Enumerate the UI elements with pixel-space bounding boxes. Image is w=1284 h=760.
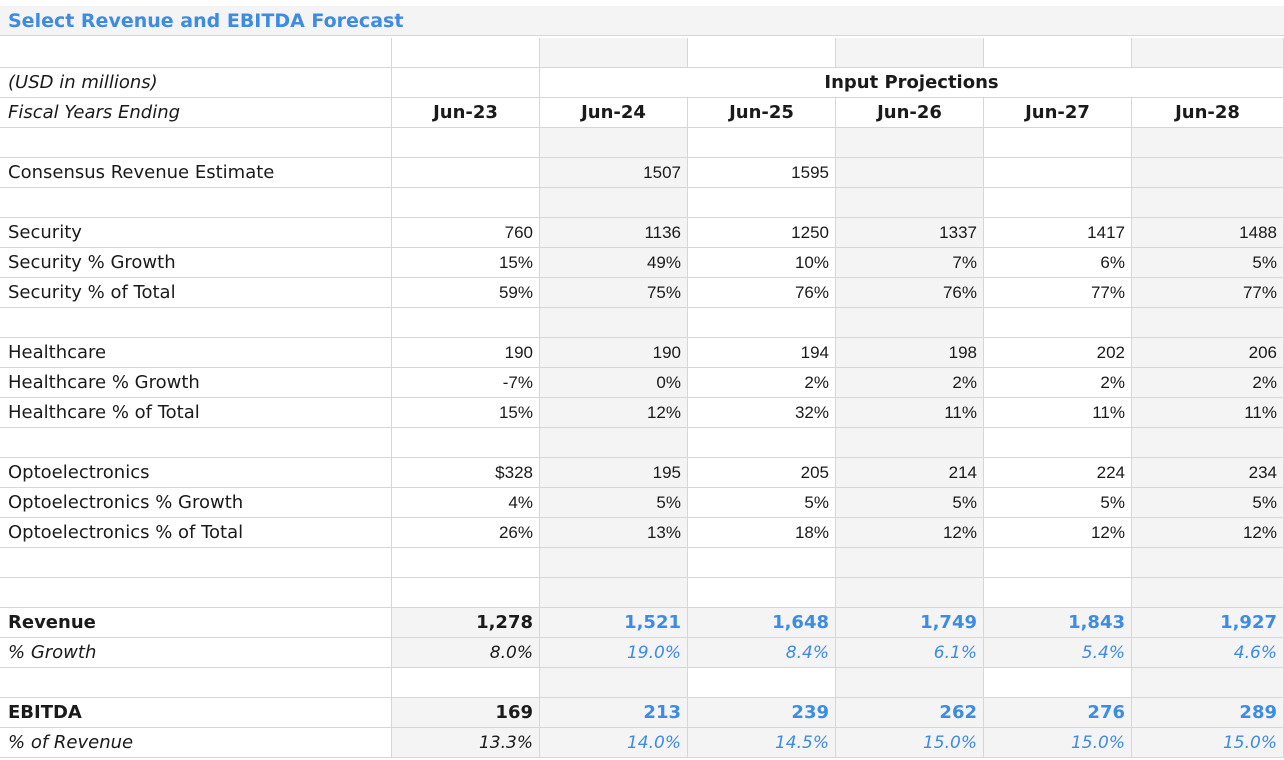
blank-cell[interactable] <box>392 668 540 698</box>
segment-row <box>0 338 1284 368</box>
data-cell[interactable]: 202 <box>984 338 1132 368</box>
blank-cell[interactable] <box>836 668 984 698</box>
blank-cell[interactable] <box>984 548 1132 578</box>
data-cell[interactable]: 1417 <box>984 218 1132 248</box>
blank-cell[interactable] <box>984 188 1132 218</box>
segment-row <box>0 458 1284 488</box>
year-header[interactable]: Jun-23 <box>392 98 540 128</box>
spacer-row <box>0 38 1284 68</box>
total-cell[interactable]: 262 <box>836 698 984 728</box>
row-label[interactable]: EBITDA <box>0 698 392 728</box>
consensus-value[interactable] <box>392 158 540 188</box>
blank-cell[interactable] <box>392 308 540 338</box>
data-cell[interactable]: 224 <box>984 458 1132 488</box>
row-label[interactable]: Security % Growth <box>0 248 392 278</box>
total-cell[interactable]: 1,843 <box>984 608 1132 638</box>
data-cell[interactable]: 1136 <box>540 218 688 248</box>
row-label[interactable]: % of Revenue <box>0 728 392 758</box>
blank-cell[interactable] <box>688 578 836 608</box>
total-cell[interactable]: 239 <box>688 698 836 728</box>
row-label[interactable]: Healthcare % Growth <box>0 368 392 398</box>
blank-cell[interactable] <box>1132 578 1284 608</box>
blank-cell[interactable] <box>392 428 540 458</box>
row-label[interactable]: Optoelectronics % of Total <box>0 518 392 548</box>
blank-cell[interactable] <box>836 38 984 68</box>
consensus-value[interactable] <box>1132 158 1284 188</box>
total-cell[interactable]: 15.0% <box>1132 728 1284 758</box>
total-cell[interactable]: 1,648 <box>688 608 836 638</box>
ebitda-margin-row <box>0 728 1284 758</box>
data-cell[interactable]: 12% <box>540 398 688 428</box>
blank-cell[interactable] <box>392 68 540 98</box>
blank-cell[interactable] <box>0 188 392 218</box>
total-cell[interactable]: 15.0% <box>984 728 1132 758</box>
projections-header[interactable]: Input Projections <box>540 68 1284 98</box>
total-cell[interactable]: 169 <box>392 698 540 728</box>
data-cell[interactable]: 26% <box>392 518 540 548</box>
row-label[interactable]: Security <box>0 218 392 248</box>
data-cell[interactable]: 6% <box>984 248 1132 278</box>
blank-cell[interactable] <box>540 128 688 158</box>
row-label[interactable]: Optoelectronics % Growth <box>0 488 392 518</box>
consensus-value[interactable]: 1595 <box>688 158 836 188</box>
blank-cell[interactable] <box>540 308 688 338</box>
row-label[interactable]: Optoelectronics <box>0 458 392 488</box>
data-cell[interactable]: 12% <box>1132 518 1284 548</box>
blank-cell[interactable] <box>836 188 984 218</box>
data-cell[interactable]: 59% <box>392 278 540 308</box>
units-row <box>0 68 1284 98</box>
row-label[interactable]: Revenue <box>0 608 392 638</box>
page-title: Select Revenue and EBITDA Forecast <box>0 6 1284 36</box>
year-header[interactable]: Jun-27 <box>984 98 1132 128</box>
total-cell[interactable]: 8.0% <box>392 638 540 668</box>
spacer-row <box>0 308 1284 338</box>
blank-cell[interactable] <box>688 188 836 218</box>
blank-cell[interactable] <box>836 128 984 158</box>
spacer-row <box>0 128 1284 158</box>
data-cell[interactable]: 15% <box>392 248 540 278</box>
row-label[interactable]: Healthcare <box>0 338 392 368</box>
blank-cell[interactable] <box>1132 308 1284 338</box>
blank-cell[interactable] <box>0 128 392 158</box>
consensus-value[interactable] <box>984 158 1132 188</box>
blank-cell[interactable] <box>540 578 688 608</box>
data-cell[interactable]: 32% <box>688 398 836 428</box>
blank-cell[interactable] <box>688 548 836 578</box>
blank-cell[interactable] <box>984 38 1132 68</box>
blank-cell[interactable] <box>1132 548 1284 578</box>
blank-cell[interactable] <box>688 128 836 158</box>
blank-cell[interactable] <box>392 578 540 608</box>
data-cell[interactable]: 76% <box>688 278 836 308</box>
data-cell[interactable]: 2% <box>984 368 1132 398</box>
total-cell[interactable]: 8.4% <box>688 638 836 668</box>
total-cell[interactable]: 19.0% <box>540 638 688 668</box>
total-cell[interactable]: 6.1% <box>836 638 984 668</box>
total-cell[interactable]: 276 <box>984 698 1132 728</box>
total-cell[interactable]: 1,278 <box>392 608 540 638</box>
blank-cell[interactable] <box>540 548 688 578</box>
year-header[interactable]: Jun-24 <box>540 98 688 128</box>
blank-cell[interactable] <box>836 548 984 578</box>
blank-cell[interactable] <box>1132 668 1284 698</box>
total-cell[interactable]: 5.4% <box>984 638 1132 668</box>
spacer-row <box>0 188 1284 218</box>
blank-cell[interactable] <box>392 188 540 218</box>
data-cell[interactable]: 10% <box>688 248 836 278</box>
blank-cell[interactable] <box>688 308 836 338</box>
data-cell[interactable]: 1337 <box>836 218 984 248</box>
blank-cell[interactable] <box>0 578 392 608</box>
segment-row <box>0 218 1284 248</box>
year-header[interactable]: Jun-25 <box>688 98 836 128</box>
blank-cell[interactable] <box>392 38 540 68</box>
units-label[interactable]: (USD in millions) <box>0 68 392 98</box>
data-cell[interactable]: 214 <box>836 458 984 488</box>
blank-cell[interactable] <box>984 668 1132 698</box>
blank-cell[interactable] <box>392 548 540 578</box>
blank-cell[interactable] <box>836 428 984 458</box>
total-cell[interactable]: 13.3% <box>392 728 540 758</box>
fiscal-years-row <box>0 98 1284 128</box>
data-cell[interactable]: 11% <box>836 398 984 428</box>
data-cell[interactable]: 77% <box>984 278 1132 308</box>
blank-cell[interactable] <box>1132 188 1284 218</box>
data-cell[interactable]: 7% <box>836 248 984 278</box>
blank-cell[interactable] <box>540 188 688 218</box>
total-cell[interactable]: 4.6% <box>1132 638 1284 668</box>
row-label[interactable]: Consensus Revenue Estimate <box>0 158 392 188</box>
blank-cell[interactable] <box>836 308 984 338</box>
segment-row <box>0 278 1284 308</box>
data-cell[interactable]: 13% <box>540 518 688 548</box>
data-cell[interactable]: 190 <box>540 338 688 368</box>
spacer-row <box>0 548 1284 578</box>
data-cell[interactable]: 0% <box>540 368 688 398</box>
revenue-growth-row <box>0 638 1284 668</box>
blank-cell[interactable] <box>0 548 392 578</box>
data-cell[interactable]: 5% <box>688 488 836 518</box>
data-cell[interactable]: 12% <box>984 518 1132 548</box>
data-cell[interactable]: 760 <box>392 218 540 248</box>
total-cell[interactable]: 213 <box>540 698 688 728</box>
total-cell[interactable]: 15.0% <box>836 728 984 758</box>
blank-cell[interactable] <box>984 578 1132 608</box>
year-header[interactable]: Jun-26 <box>836 98 984 128</box>
total-cell[interactable]: 14.0% <box>540 728 688 758</box>
data-cell[interactable]: 194 <box>688 338 836 368</box>
consensus-value[interactable] <box>836 158 984 188</box>
data-cell[interactable]: 77% <box>1132 278 1284 308</box>
title-row <box>0 6 1284 36</box>
segment-row <box>0 368 1284 398</box>
data-cell[interactable]: 18% <box>688 518 836 548</box>
data-cell[interactable]: 198 <box>836 338 984 368</box>
data-cell[interactable]: 206 <box>1132 338 1284 368</box>
data-cell[interactable]: 75% <box>540 278 688 308</box>
blank-cell[interactable] <box>688 38 836 68</box>
data-cell[interactable]: 2% <box>1132 368 1284 398</box>
spacer-row <box>0 578 1284 608</box>
data-cell[interactable]: 5% <box>836 488 984 518</box>
blank-cell[interactable] <box>540 38 688 68</box>
data-cell[interactable]: 5% <box>984 488 1132 518</box>
blank-cell[interactable] <box>688 428 836 458</box>
total-cell[interactable]: 1,927 <box>1132 608 1284 638</box>
blank-cell[interactable] <box>688 668 836 698</box>
data-cell[interactable]: 2% <box>688 368 836 398</box>
spacer-row <box>0 428 1284 458</box>
ebitda-row <box>0 698 1284 728</box>
data-cell[interactable]: 11% <box>1132 398 1284 428</box>
segment-row <box>0 248 1284 278</box>
total-cell[interactable]: 14.5% <box>688 728 836 758</box>
blank-cell[interactable] <box>0 308 392 338</box>
blank-cell[interactable] <box>392 128 540 158</box>
blank-cell[interactable] <box>1132 38 1284 68</box>
segment-row <box>0 398 1284 428</box>
data-cell[interactable]: 4% <box>392 488 540 518</box>
data-cell[interactable]: 205 <box>688 458 836 488</box>
blank-cell[interactable] <box>1132 428 1284 458</box>
data-cell[interactable]: 12% <box>836 518 984 548</box>
data-cell[interactable]: 5% <box>1132 488 1284 518</box>
data-cell[interactable]: -7% <box>392 368 540 398</box>
data-cell[interactable]: 195 <box>540 458 688 488</box>
blank-cell[interactable] <box>540 428 688 458</box>
data-cell[interactable]: 5% <box>1132 248 1284 278</box>
blank-cell[interactable] <box>984 308 1132 338</box>
blank-cell[interactable] <box>0 428 392 458</box>
spacer-row <box>0 668 1284 698</box>
data-cell[interactable]: 190 <box>392 338 540 368</box>
total-cell[interactable]: 1,521 <box>540 608 688 638</box>
row-label[interactable]: Healthcare % of Total <box>0 398 392 428</box>
blank-cell[interactable] <box>0 668 392 698</box>
data-cell[interactable]: 2% <box>836 368 984 398</box>
year-header[interactable]: Jun-28 <box>1132 98 1284 128</box>
blank-cell[interactable] <box>984 428 1132 458</box>
blank-cell[interactable] <box>540 668 688 698</box>
consensus-row <box>0 158 1284 188</box>
blank-cell[interactable] <box>984 128 1132 158</box>
segment-row <box>0 518 1284 548</box>
consensus-value[interactable]: 1507 <box>540 158 688 188</box>
data-cell[interactable]: 76% <box>836 278 984 308</box>
data-cell[interactable]: 1488 <box>1132 218 1284 248</box>
row-label[interactable]: Security % of Total <box>0 278 392 308</box>
data-cell[interactable]: 5% <box>540 488 688 518</box>
blank-cell[interactable] <box>1132 128 1284 158</box>
data-cell[interactable]: $328 <box>392 458 540 488</box>
revenue-row <box>0 608 1284 638</box>
data-cell[interactable]: 234 <box>1132 458 1284 488</box>
total-cell[interactable]: 289 <box>1132 698 1284 728</box>
total-cell[interactable]: 1,749 <box>836 608 984 638</box>
row-label[interactable]: % Growth <box>0 638 392 668</box>
data-cell[interactable]: 15% <box>392 398 540 428</box>
data-cell[interactable]: 1250 <box>688 218 836 248</box>
blank-cell[interactable] <box>0 38 392 68</box>
fiscal-years-label[interactable]: Fiscal Years Ending <box>0 98 392 128</box>
segment-row <box>0 488 1284 518</box>
blank-cell[interactable] <box>836 578 984 608</box>
data-cell[interactable]: 49% <box>540 248 688 278</box>
data-cell[interactable]: 11% <box>984 398 1132 428</box>
